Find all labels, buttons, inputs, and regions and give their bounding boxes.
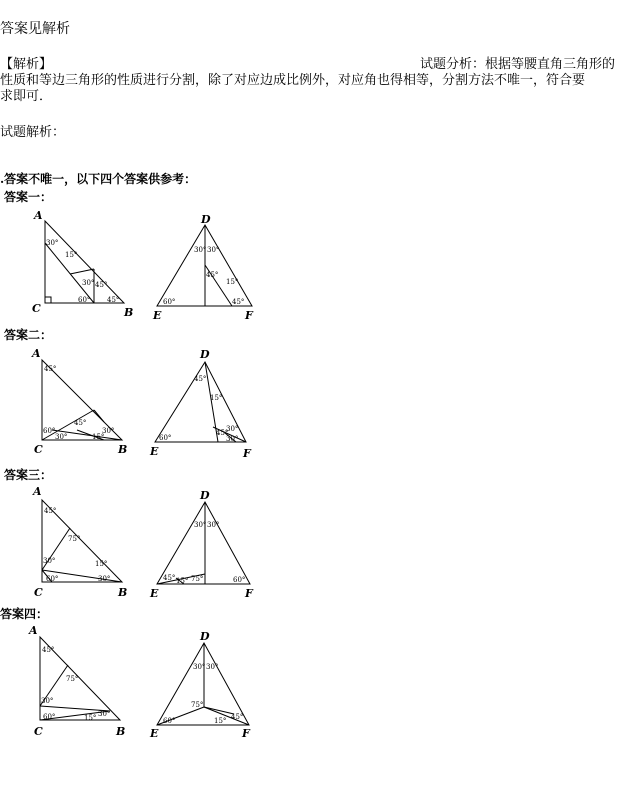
angle-label: 60° (43, 713, 56, 721)
angle-label: 30° (46, 239, 59, 247)
angle-label: 15° (210, 394, 223, 402)
vertex-f: F (245, 309, 253, 322)
angle-label: 75° (68, 535, 81, 543)
angle-label: 15° (65, 251, 78, 259)
vertex-a: A (32, 347, 41, 360)
vertex-c: C (32, 302, 41, 315)
vertex-c: C (34, 586, 43, 599)
answer-4-label: 答案四： (0, 607, 49, 621)
angle-label: 60° (46, 575, 59, 583)
analysis-tag: 【解析】 (0, 57, 53, 72)
angle-label: 30° (207, 246, 220, 254)
angle-label: 30° (193, 663, 206, 671)
angle-label: 60° (78, 296, 91, 304)
vertex-e: E (150, 587, 159, 600)
angle-label: 75° (191, 701, 204, 709)
vertex-b: B (118, 586, 128, 599)
angle-label: 60° (43, 427, 56, 435)
answer-note: 答案见解析 (0, 21, 70, 37)
vertex-a: A (34, 209, 43, 222)
angle-label: 30° (55, 433, 68, 441)
analysis-lead: 试题分析：根据等腰直角三角形的 (420, 57, 616, 72)
angle-label: 15° (84, 714, 97, 722)
angle-label: 30° (41, 697, 54, 705)
angle-label: 30° (102, 427, 115, 435)
answer-1-label: 答案一： (4, 190, 53, 204)
analysis-line-3: 求即可． (0, 89, 53, 104)
angle-label: 30° (226, 435, 239, 443)
angle-label: 45° (44, 507, 57, 515)
vertex-b: B (118, 443, 128, 456)
angle-label: 15° (214, 717, 227, 725)
vertex-b: B (124, 306, 134, 319)
vertex-f: F (243, 447, 251, 460)
vertex-e: E (153, 309, 162, 322)
angle-label: 30° (98, 710, 111, 718)
angle-label: 60° (163, 717, 176, 725)
vertex-d: D (200, 630, 210, 643)
vertex-c: C (34, 443, 43, 456)
angle-label: 15° (176, 577, 189, 585)
angle-label: 30° (194, 521, 207, 529)
angle-label: 45° (216, 429, 229, 437)
answer-3-label: 答案三： (4, 468, 53, 482)
angle-label: 45° (74, 419, 87, 427)
vertex-f: F (245, 587, 253, 600)
angle-label: 15° (95, 560, 108, 568)
vertex-d: D (201, 213, 211, 226)
angle-label: 30° (98, 575, 111, 583)
angle-label: 15° (92, 433, 105, 441)
angle-label: 30° (226, 425, 239, 433)
solution-heading: 试题解析： (0, 125, 66, 140)
vertex-a: A (33, 485, 42, 498)
angle-label: 45° (95, 281, 108, 289)
angle-label: 45° (231, 713, 244, 721)
angle-label: 45° (194, 375, 207, 383)
vertex-c: C (34, 725, 43, 738)
angle-label: 60° (233, 576, 246, 584)
angle-label: 30° (82, 279, 95, 287)
vertex-d: D (200, 489, 210, 502)
angle-label: 30° (43, 557, 56, 565)
angle-label: 45° (44, 365, 57, 373)
answer-2-label: 答案二： (4, 328, 53, 342)
analysis-line-2: 性质和等边三角形的性质进行分割，除了对应边成比例外，对应角也得相等，分割方法不唯一，符合要 (0, 73, 586, 88)
angle-label: 45° (107, 296, 120, 304)
vertex-f: F (242, 727, 250, 740)
vertex-e: E (150, 445, 159, 458)
solution-intro: .答案不唯一，以下四个答案供参考： (0, 172, 197, 186)
angle-label: 30° (206, 663, 219, 671)
angle-label: 75° (66, 675, 79, 683)
angle-label: 45° (42, 646, 55, 654)
angle-label: 30° (194, 246, 207, 254)
angle-label: 30° (207, 521, 220, 529)
vertex-d: D (200, 348, 210, 361)
angle-label: 75° (191, 575, 204, 583)
angle-label: 60° (163, 298, 176, 306)
angle-label: 45° (232, 298, 245, 306)
angle-label: 45° (163, 574, 176, 582)
angle-label: 15° (226, 278, 239, 286)
vertex-a: A (29, 624, 38, 637)
angle-label: 60° (159, 434, 172, 442)
vertex-b: B (116, 725, 126, 738)
vertex-e: E (150, 727, 159, 740)
angle-label: 45° (206, 271, 219, 279)
